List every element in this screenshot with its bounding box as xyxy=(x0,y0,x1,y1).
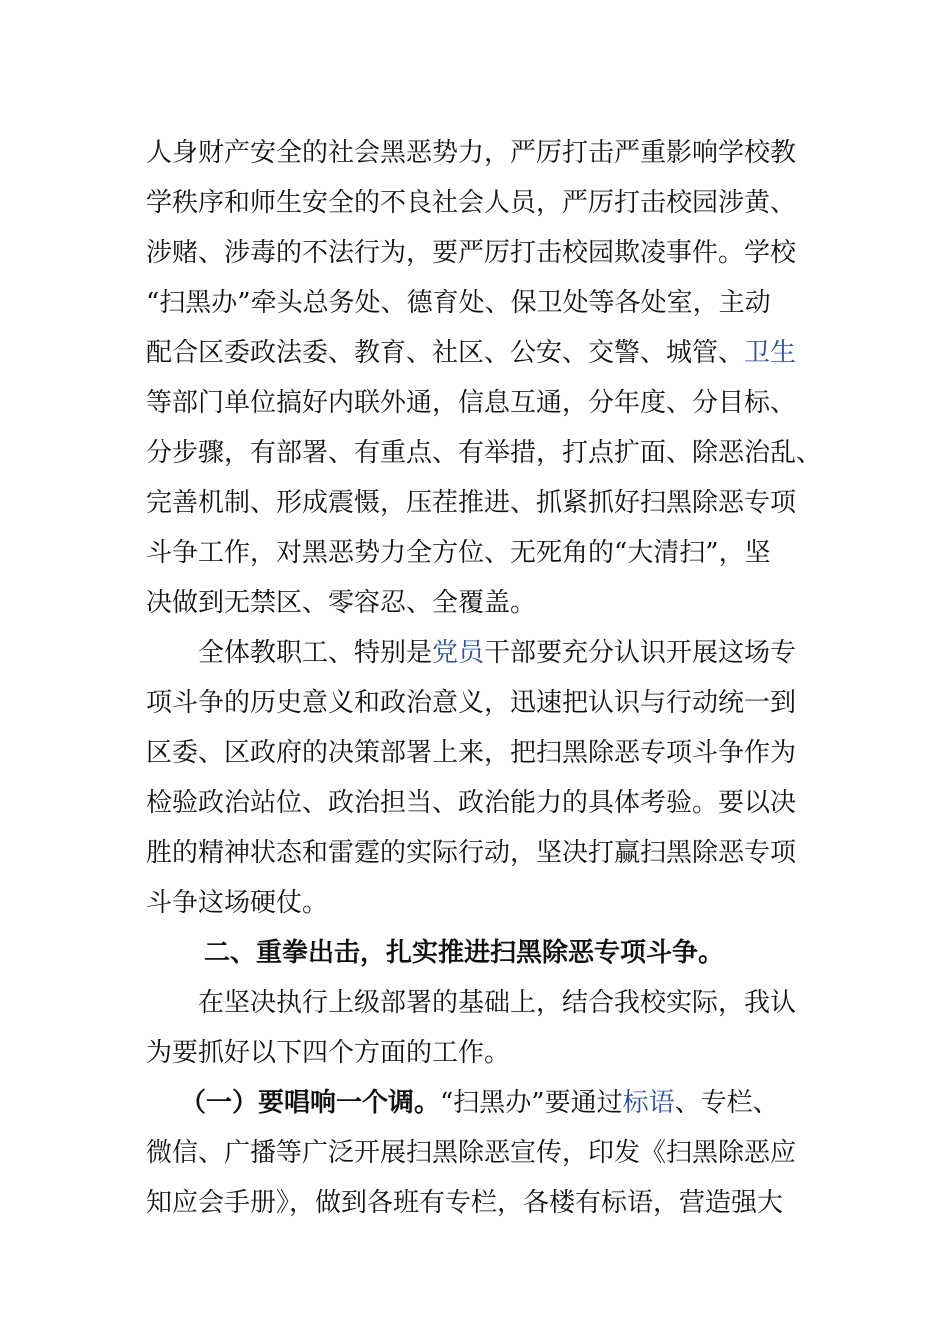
text-line: 斗争工作，对黑恶势力全方位、无死角的“大清扫”，坚 xyxy=(146,538,771,568)
link-dangyuan[interactable]: 党员 xyxy=(432,638,485,668)
link-weisheng[interactable]: 卫生 xyxy=(744,338,797,368)
text-line: 胜的精神状态和雷霆的实际行动，坚决打赢扫黑除恶专项 xyxy=(146,838,797,868)
text-line: 涉赌、涉毒的不法行为，要严厉打击校园欺凌事件。学校 xyxy=(146,238,797,268)
text-line: 检验政治站位、政治担当、政治能力的具体考验。要以决 xyxy=(146,788,797,818)
paragraph-2 xyxy=(146,628,806,928)
text-segment: “扫黑办”要通过 xyxy=(440,1088,623,1118)
text-line: “扫黑办”牵头总务处、德育处、保卫处等各处室，主动 xyxy=(146,288,771,318)
text-line xyxy=(146,1078,806,1128)
text-segment: 全体教职工、特别是 xyxy=(198,638,433,668)
text-line: 微信、广播等广泛开展扫黑除恶宣传，印发《扫黑除恶应 xyxy=(146,1138,797,1168)
text-line: 完善机制、形成震慑，压茬推进、抓紧抓好扫黑除恶专项 xyxy=(146,488,797,518)
text-line: 决做到无禁区、零容忍、全覆盖。 xyxy=(146,588,537,618)
text-line: 项斗争的历史意义和政治意义，迅速把认识与行动统一到 xyxy=(146,688,797,718)
document-body xyxy=(146,128,823,1228)
subsection-lead: （一）要唱响一个调。 xyxy=(180,1088,441,1118)
text-line: 知应会手册》，做到各班有专栏，各楼有标语，营造强大 xyxy=(146,1188,784,1218)
section-heading: 二、重拳出击，扎实推进扫黑除恶专项斗争。 xyxy=(204,938,725,968)
text-line xyxy=(146,628,806,678)
text-segment: 配合区委政法委、教育、社区、公安、交警、城管、 xyxy=(146,338,745,368)
text-line: 为要抓好以下四个方面的工作。 xyxy=(146,1038,511,1068)
text-line: 学秩序和师生安全的不良社会人员，严厉打击校园涉黄、 xyxy=(146,188,797,218)
text-line: 人身财产安全的社会黑恶势力，严厉打击严重影响学校教 xyxy=(146,138,797,168)
link-biaoyu[interactable]: 标语 xyxy=(622,1088,675,1118)
text-segment: 干部要充分认识开展这场专 xyxy=(484,638,797,668)
paragraph-3 xyxy=(146,978,806,1078)
text-line: 区委、区政府的决策部署上来，把扫黑除恶专项斗争作为 xyxy=(146,738,797,768)
paragraph-4 xyxy=(146,1078,806,1228)
text-line xyxy=(146,328,806,378)
text-segment: 、专栏、 xyxy=(674,1088,779,1118)
text-line: 等部门单位搞好内联外通，信息互通，分年度、分目标、 xyxy=(146,388,797,418)
text-line: 分步骤，有部署、有重点、有举措，打点扩面、除恶治乱、 xyxy=(146,438,823,468)
text-line: 在坚决执行上级部署的基础上，结合我校实际，我认 xyxy=(198,988,797,1018)
paragraph-1 xyxy=(146,128,823,628)
text-line: 斗争这场硬仗。 xyxy=(146,888,329,918)
